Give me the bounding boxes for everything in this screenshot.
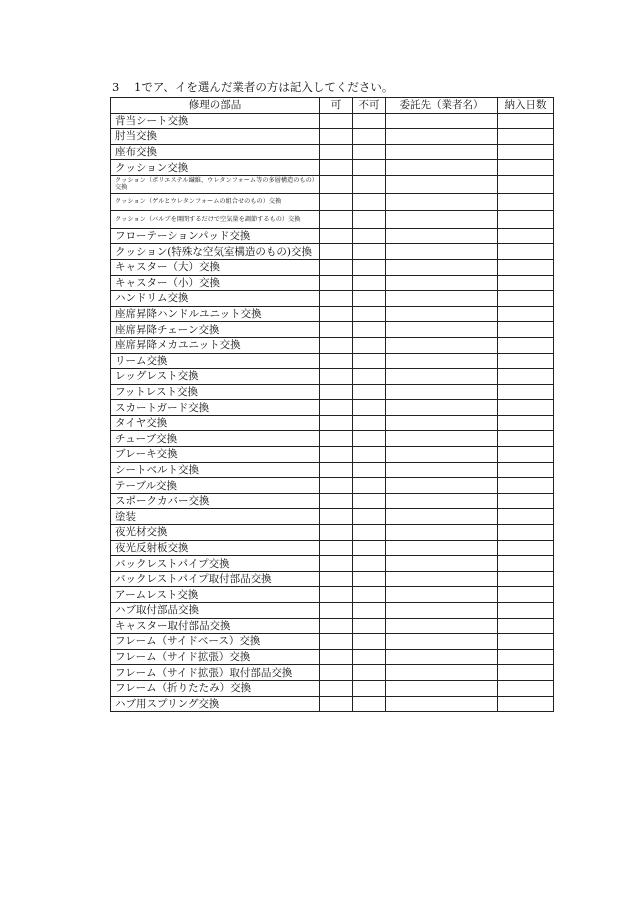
possible-cell[interactable]	[320, 603, 353, 619]
table-row	[111, 649, 554, 665]
possible-cell[interactable]	[320, 556, 353, 572]
header-part-name: 修理の部品	[111, 98, 320, 114]
vendor-cell[interactable]	[386, 369, 498, 385]
possible-cell[interactable]	[320, 618, 353, 634]
delivery-days-cell[interactable]	[498, 415, 554, 431]
table-row	[111, 462, 554, 478]
not-possible-cell[interactable]	[353, 369, 386, 385]
possible-cell[interactable]	[320, 634, 353, 650]
not-possible-cell[interactable]	[353, 259, 386, 275]
not-possible-cell[interactable]	[353, 493, 386, 509]
table-row	[111, 306, 554, 322]
possible-cell[interactable]	[320, 211, 353, 229]
not-possible-cell[interactable]	[353, 431, 386, 447]
delivery-days-cell[interactable]	[498, 244, 554, 260]
not-possible-cell[interactable]	[353, 649, 386, 665]
delivery-days-cell[interactable]	[498, 160, 554, 176]
not-possible-cell[interactable]	[353, 175, 386, 193]
repair-part-name: クッション(特殊な空気室構造のもの)交換	[111, 244, 320, 260]
repair-part-name: 背当シート交換	[111, 113, 320, 129]
not-possible-cell[interactable]	[353, 603, 386, 619]
not-possible-cell[interactable]	[353, 556, 386, 572]
table-row	[111, 244, 554, 260]
vendor-cell[interactable]	[386, 113, 498, 129]
table-row	[111, 493, 554, 509]
possible-cell[interactable]	[320, 587, 353, 603]
section-instruction: 1でア、イを選んだ業者の方は記入してください。	[134, 80, 394, 94]
vendor-cell[interactable]	[386, 337, 498, 353]
delivery-days-cell[interactable]	[498, 680, 554, 696]
not-possible-cell[interactable]	[353, 540, 386, 556]
vendor-cell[interactable]	[386, 129, 498, 145]
repair-part-name: 夜光反射板交換	[111, 540, 320, 556]
table-row	[111, 160, 554, 176]
not-possible-cell[interactable]	[353, 211, 386, 229]
table-row	[111, 525, 554, 541]
not-possible-cell[interactable]	[353, 291, 386, 307]
delivery-days-cell[interactable]	[498, 337, 554, 353]
repair-part-name: ブレーキ交換	[111, 447, 320, 463]
repair-part-name: 座席昇降ハンドルユニット交換	[111, 306, 320, 322]
possible-cell[interactable]	[320, 680, 353, 696]
repair-part-name: フレーム（折りたたみ）交換	[111, 680, 320, 696]
possible-cell[interactable]	[320, 175, 353, 193]
vendor-cell[interactable]	[386, 291, 498, 307]
not-possible-cell[interactable]	[353, 462, 386, 478]
vendor-cell[interactable]	[386, 160, 498, 176]
repair-part-name: テーブル交換	[111, 478, 320, 494]
repair-part-name: キャスター取付部品交換	[111, 618, 320, 634]
header-possible: 可	[320, 98, 353, 114]
possible-cell[interactable]	[320, 353, 353, 369]
section-number: 3	[112, 80, 120, 94]
delivery-days-cell[interactable]	[498, 493, 554, 509]
header-delivery-days: 納入日数	[498, 98, 554, 114]
delivery-days-cell[interactable]	[498, 384, 554, 400]
table-row	[111, 447, 554, 463]
vendor-cell[interactable]	[386, 478, 498, 494]
not-possible-cell[interactable]	[353, 665, 386, 681]
repair-part-name: スカートガード交換	[111, 400, 320, 416]
vendor-cell[interactable]	[386, 193, 498, 211]
table-row	[111, 665, 554, 681]
vendor-cell[interactable]	[386, 634, 498, 650]
possible-cell[interactable]	[320, 337, 353, 353]
possible-cell[interactable]	[320, 322, 353, 338]
repair-part-name: 座布交換	[111, 144, 320, 160]
vendor-cell[interactable]	[386, 259, 498, 275]
repair-part-name: クッション（ゲルとウレタンフォームの組合せのもの）交換	[111, 193, 320, 211]
not-possible-cell[interactable]	[353, 447, 386, 463]
repair-part-name: 肘当交換	[111, 129, 320, 145]
vendor-cell[interactable]	[386, 493, 498, 509]
delivery-days-cell[interactable]	[498, 587, 554, 603]
vendor-cell[interactable]	[386, 447, 498, 463]
table-row	[111, 369, 554, 385]
repair-part-name: 座席昇降チェーン交換	[111, 322, 320, 338]
table-row	[111, 680, 554, 696]
possible-cell[interactable]	[320, 144, 353, 160]
possible-cell[interactable]	[320, 369, 353, 385]
vendor-cell[interactable]	[386, 540, 498, 556]
table-row	[111, 384, 554, 400]
possible-cell[interactable]	[320, 244, 353, 260]
not-possible-cell[interactable]	[353, 696, 386, 712]
possible-cell[interactable]	[320, 160, 353, 176]
delivery-days-cell[interactable]	[498, 211, 554, 229]
table-row	[111, 431, 554, 447]
vendor-cell[interactable]	[386, 431, 498, 447]
table-header-row	[111, 98, 554, 114]
repair-part-name: フレーム（サイド拡張）取付部品交換	[111, 665, 320, 681]
table-row	[111, 540, 554, 556]
delivery-days-cell[interactable]	[498, 193, 554, 211]
vendor-cell[interactable]	[386, 144, 498, 160]
repair-part-name: クッション交換	[111, 160, 320, 176]
table-row	[111, 228, 554, 244]
table-row	[111, 415, 554, 431]
repair-part-name: バックレストパイプ交換	[111, 556, 320, 572]
table-row	[111, 193, 554, 211]
not-possible-cell[interactable]	[353, 337, 386, 353]
not-possible-cell[interactable]	[353, 415, 386, 431]
possible-cell[interactable]	[320, 291, 353, 307]
table-row	[111, 603, 554, 619]
possible-cell[interactable]	[320, 571, 353, 587]
possible-cell[interactable]	[320, 113, 353, 129]
vendor-cell[interactable]	[386, 462, 498, 478]
vendor-cell[interactable]	[386, 400, 498, 416]
possible-cell[interactable]	[320, 193, 353, 211]
possible-cell[interactable]	[320, 462, 353, 478]
repair-parts-table	[110, 97, 554, 712]
possible-cell[interactable]	[320, 447, 353, 463]
delivery-days-cell[interactable]	[498, 259, 554, 275]
repair-part-name: ハブ取付部品交換	[111, 603, 320, 619]
delivery-days-cell[interactable]	[498, 228, 554, 244]
possible-cell[interactable]	[320, 306, 353, 322]
possible-cell[interactable]	[320, 540, 353, 556]
delivery-days-cell[interactable]	[498, 509, 554, 525]
possible-cell[interactable]	[320, 431, 353, 447]
vendor-cell[interactable]	[386, 275, 498, 291]
not-possible-cell[interactable]	[353, 634, 386, 650]
not-possible-cell[interactable]	[353, 509, 386, 525]
vendor-cell[interactable]	[386, 211, 498, 229]
delivery-days-cell[interactable]	[498, 603, 554, 619]
delivery-days-cell[interactable]	[498, 462, 554, 478]
not-possible-cell[interactable]	[353, 306, 386, 322]
vendor-cell[interactable]	[386, 696, 498, 712]
table-row	[111, 571, 554, 587]
possible-cell[interactable]	[320, 129, 353, 145]
vendor-cell[interactable]	[386, 509, 498, 525]
delivery-days-cell[interactable]	[498, 129, 554, 145]
possible-cell[interactable]	[320, 649, 353, 665]
table-row	[111, 211, 554, 229]
vendor-cell[interactable]	[386, 175, 498, 193]
possible-cell[interactable]	[320, 384, 353, 400]
not-possible-cell[interactable]	[353, 400, 386, 416]
delivery-days-cell[interactable]	[498, 525, 554, 541]
possible-cell[interactable]	[320, 493, 353, 509]
delivery-days-cell[interactable]	[498, 634, 554, 650]
repair-part-name: クッション（ポリエステル繊維、ウレタンフォーム等の多層構造のもの）交換	[111, 175, 320, 193]
delivery-days-cell[interactable]	[498, 400, 554, 416]
not-possible-cell[interactable]	[353, 525, 386, 541]
vendor-cell[interactable]	[386, 680, 498, 696]
not-possible-cell[interactable]	[353, 618, 386, 634]
delivery-days-cell[interactable]	[498, 306, 554, 322]
not-possible-cell[interactable]	[353, 193, 386, 211]
possible-cell[interactable]	[320, 275, 353, 291]
table-row	[111, 400, 554, 416]
table-row	[111, 618, 554, 634]
repair-part-name: 塗装	[111, 509, 320, 525]
table-row	[111, 291, 554, 307]
repair-part-name: クッション（バルブを開閉するだけで空気量を調節するもの）交換	[111, 211, 320, 229]
not-possible-cell[interactable]	[353, 353, 386, 369]
not-possible-cell[interactable]	[353, 680, 386, 696]
vendor-cell[interactable]	[386, 665, 498, 681]
repair-part-name: フローテーションパッド交換	[111, 228, 320, 244]
not-possible-cell[interactable]	[353, 275, 386, 291]
table-row	[111, 129, 554, 145]
repair-part-name: シートベルト交換	[111, 462, 320, 478]
table-row	[111, 556, 554, 572]
possible-cell[interactable]	[320, 478, 353, 494]
possible-cell[interactable]	[320, 525, 353, 541]
not-possible-cell[interactable]	[353, 587, 386, 603]
table-row	[111, 696, 554, 712]
table-row	[111, 175, 554, 193]
repair-part-name: キャスター（大）交換	[111, 259, 320, 275]
table-row	[111, 634, 554, 650]
table-row	[111, 587, 554, 603]
delivery-days-cell[interactable]	[498, 175, 554, 193]
table-row	[111, 322, 554, 338]
possible-cell[interactable]	[320, 400, 353, 416]
not-possible-cell[interactable]	[353, 571, 386, 587]
delivery-days-cell[interactable]	[498, 275, 554, 291]
header-not-possible: 不可	[353, 98, 386, 114]
not-possible-cell[interactable]	[353, 160, 386, 176]
not-possible-cell[interactable]	[353, 244, 386, 260]
delivery-days-cell[interactable]	[498, 571, 554, 587]
delivery-days-cell[interactable]	[498, 556, 554, 572]
delivery-days-cell[interactable]	[498, 431, 554, 447]
vendor-cell[interactable]	[386, 306, 498, 322]
delivery-days-cell[interactable]	[498, 447, 554, 463]
vendor-cell[interactable]	[386, 384, 498, 400]
repair-part-name: アームレスト交換	[111, 587, 320, 603]
repair-part-name: キャスター（小）交換	[111, 275, 320, 291]
delivery-days-cell[interactable]	[498, 618, 554, 634]
delivery-days-cell[interactable]	[498, 478, 554, 494]
delivery-days-cell[interactable]	[498, 144, 554, 160]
vendor-cell[interactable]	[386, 415, 498, 431]
possible-cell[interactable]	[320, 228, 353, 244]
repair-part-name: タイヤ交換	[111, 415, 320, 431]
table-row	[111, 259, 554, 275]
not-possible-cell[interactable]	[353, 129, 386, 145]
vendor-cell[interactable]	[386, 525, 498, 541]
repair-part-name: バックレストパイプ取付部品交換	[111, 571, 320, 587]
section-heading	[112, 80, 393, 94]
table-row	[111, 113, 554, 129]
repair-part-name: リーム交換	[111, 353, 320, 369]
repair-part-name: フレーム（サイドベース）交換	[111, 634, 320, 650]
vendor-cell[interactable]	[386, 228, 498, 244]
delivery-days-cell[interactable]	[498, 322, 554, 338]
repair-part-name: レッグレスト交換	[111, 369, 320, 385]
repair-part-name: 座席昇降メカユニット交換	[111, 337, 320, 353]
vendor-cell[interactable]	[386, 322, 498, 338]
vendor-cell[interactable]	[386, 618, 498, 634]
not-possible-cell[interactable]	[353, 144, 386, 160]
repair-part-name: 夜光材交換	[111, 525, 320, 541]
repair-part-name: スポークカバー交換	[111, 493, 320, 509]
delivery-days-cell[interactable]	[498, 696, 554, 712]
delivery-days-cell[interactable]	[498, 353, 554, 369]
delivery-days-cell[interactable]	[498, 665, 554, 681]
vendor-cell[interactable]	[386, 587, 498, 603]
not-possible-cell[interactable]	[353, 322, 386, 338]
possible-cell[interactable]	[320, 415, 353, 431]
delivery-days-cell[interactable]	[498, 113, 554, 129]
possible-cell[interactable]	[320, 665, 353, 681]
header-vendor: 委託先（業者名）	[386, 98, 498, 114]
delivery-days-cell[interactable]	[498, 540, 554, 556]
not-possible-cell[interactable]	[353, 113, 386, 129]
repair-part-name: ハブ用スプリング交換	[111, 696, 320, 712]
vendor-cell[interactable]	[386, 571, 498, 587]
delivery-days-cell[interactable]	[498, 369, 554, 385]
vendor-cell[interactable]	[386, 649, 498, 665]
possible-cell[interactable]	[320, 259, 353, 275]
not-possible-cell[interactable]	[353, 384, 386, 400]
table-row	[111, 337, 554, 353]
table-row	[111, 275, 554, 291]
table-row	[111, 144, 554, 160]
repair-part-name: フットレスト交換	[111, 384, 320, 400]
possible-cell[interactable]	[320, 509, 353, 525]
table-row	[111, 478, 554, 494]
table-row	[111, 509, 554, 525]
not-possible-cell[interactable]	[353, 228, 386, 244]
table-row	[111, 353, 554, 369]
vendor-cell[interactable]	[386, 556, 498, 572]
repair-part-name: フレーム（サイド拡張）交換	[111, 649, 320, 665]
delivery-days-cell[interactable]	[498, 649, 554, 665]
repair-part-name: チューブ交換	[111, 431, 320, 447]
delivery-days-cell[interactable]	[498, 291, 554, 307]
vendor-cell[interactable]	[386, 353, 498, 369]
possible-cell[interactable]	[320, 696, 353, 712]
vendor-cell[interactable]	[386, 603, 498, 619]
vendor-cell[interactable]	[386, 244, 498, 260]
not-possible-cell[interactable]	[353, 478, 386, 494]
repair-part-name: ハンドリム交換	[111, 291, 320, 307]
